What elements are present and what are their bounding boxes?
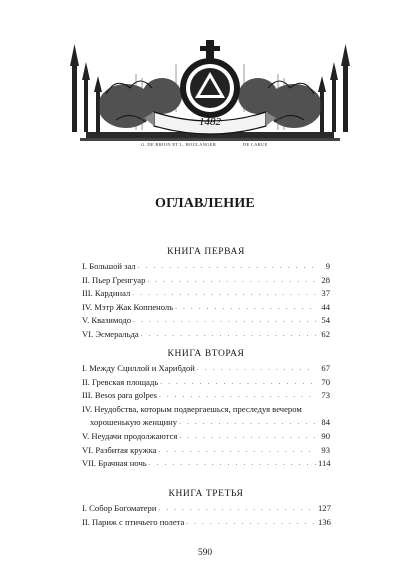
toc-entry[interactable]: II. Пьер Гренгуар . . . 28 — [82, 274, 330, 288]
toc-entry[interactable]: VII. Брачная ночь . . . 114 — [82, 457, 330, 471]
toc-entry[interactable]: VI. Разбитая кружка . . . 93 — [82, 444, 330, 458]
page-title: ОГЛАВЛЕНИЕ — [155, 196, 255, 211]
toc-entry[interactable]: I. Между Сциллой и Харибдой . . . 67 — [82, 362, 330, 376]
book-title: КНИГА ВТОРАЯ — [167, 349, 245, 359]
toc-entry[interactable]: III. Besos para golpes . . . 73 — [82, 389, 330, 403]
book-title: КНИГА ТРЕТЬЯ — [168, 489, 244, 499]
page-ref: 9 — [325, 261, 330, 271]
page-ref: 90 — [321, 430, 330, 441]
toc-entry[interactable]: II. Париж с птичьего полета . . . 136 — [82, 516, 330, 530]
toc-entry[interactable]: V. Квазимодо . . . 54 — [82, 314, 330, 328]
book-section-1 — [82, 244, 330, 342]
toc-entry[interactable]: IV. Мэтр Жак Коппеноль . . . 44 — [82, 301, 330, 315]
book-title: КНИГА ПЕРВАЯ — [167, 247, 245, 257]
page-ref: 28 — [321, 274, 330, 285]
page-ref: 73 — [321, 390, 330, 401]
page-ref: 67 — [321, 363, 330, 373]
toc-entry[interactable]: I. Большой зал . . . 9 — [82, 260, 330, 274]
page-ref: 62 — [321, 328, 330, 339]
page-ref: 44 — [321, 301, 330, 312]
page-ref: 114 — [318, 458, 331, 469]
toc-entry[interactable]: I. Собор Богоматери . . . 127 — [82, 502, 330, 516]
page-ref: 70 — [321, 376, 330, 387]
book-section-2 — [82, 346, 330, 471]
banner-date-label: 1482 — [199, 116, 221, 128]
page-ref: 136 — [318, 516, 331, 527]
toc-entry[interactable]: V. Неудачи продолжаются . . . 90 — [82, 430, 330, 444]
toc-entry[interactable]: II. Гревская площадь . . . 70 — [82, 376, 330, 390]
page-ref: 93 — [321, 444, 330, 455]
illustration-credit-left: G. DE BRION ET L. BOULANGER — [141, 142, 217, 147]
toc-entry[interactable]: IV. Неудобства, которым подвергаешься, преследуя вечером хорошенькую женщину . . . 84 — [82, 403, 330, 430]
toc-entry[interactable]: VI. Эсмеральда . . . 62 — [82, 328, 330, 342]
page-ref: 127 — [318, 503, 331, 513]
page-ref: 37 — [321, 288, 330, 299]
engraved-header-illustration — [66, 34, 354, 148]
page-ref: 84 — [321, 417, 330, 428]
book-section-3 — [82, 486, 330, 529]
page-number: 590 — [197, 548, 213, 558]
page-ref: 54 — [321, 315, 330, 326]
toc-entry[interactable]: III. Кардинал . . . 37 — [82, 287, 330, 301]
gothic-ornament-icon — [66, 34, 354, 148]
illustration-credit-right: DE LARUE — [243, 142, 268, 147]
